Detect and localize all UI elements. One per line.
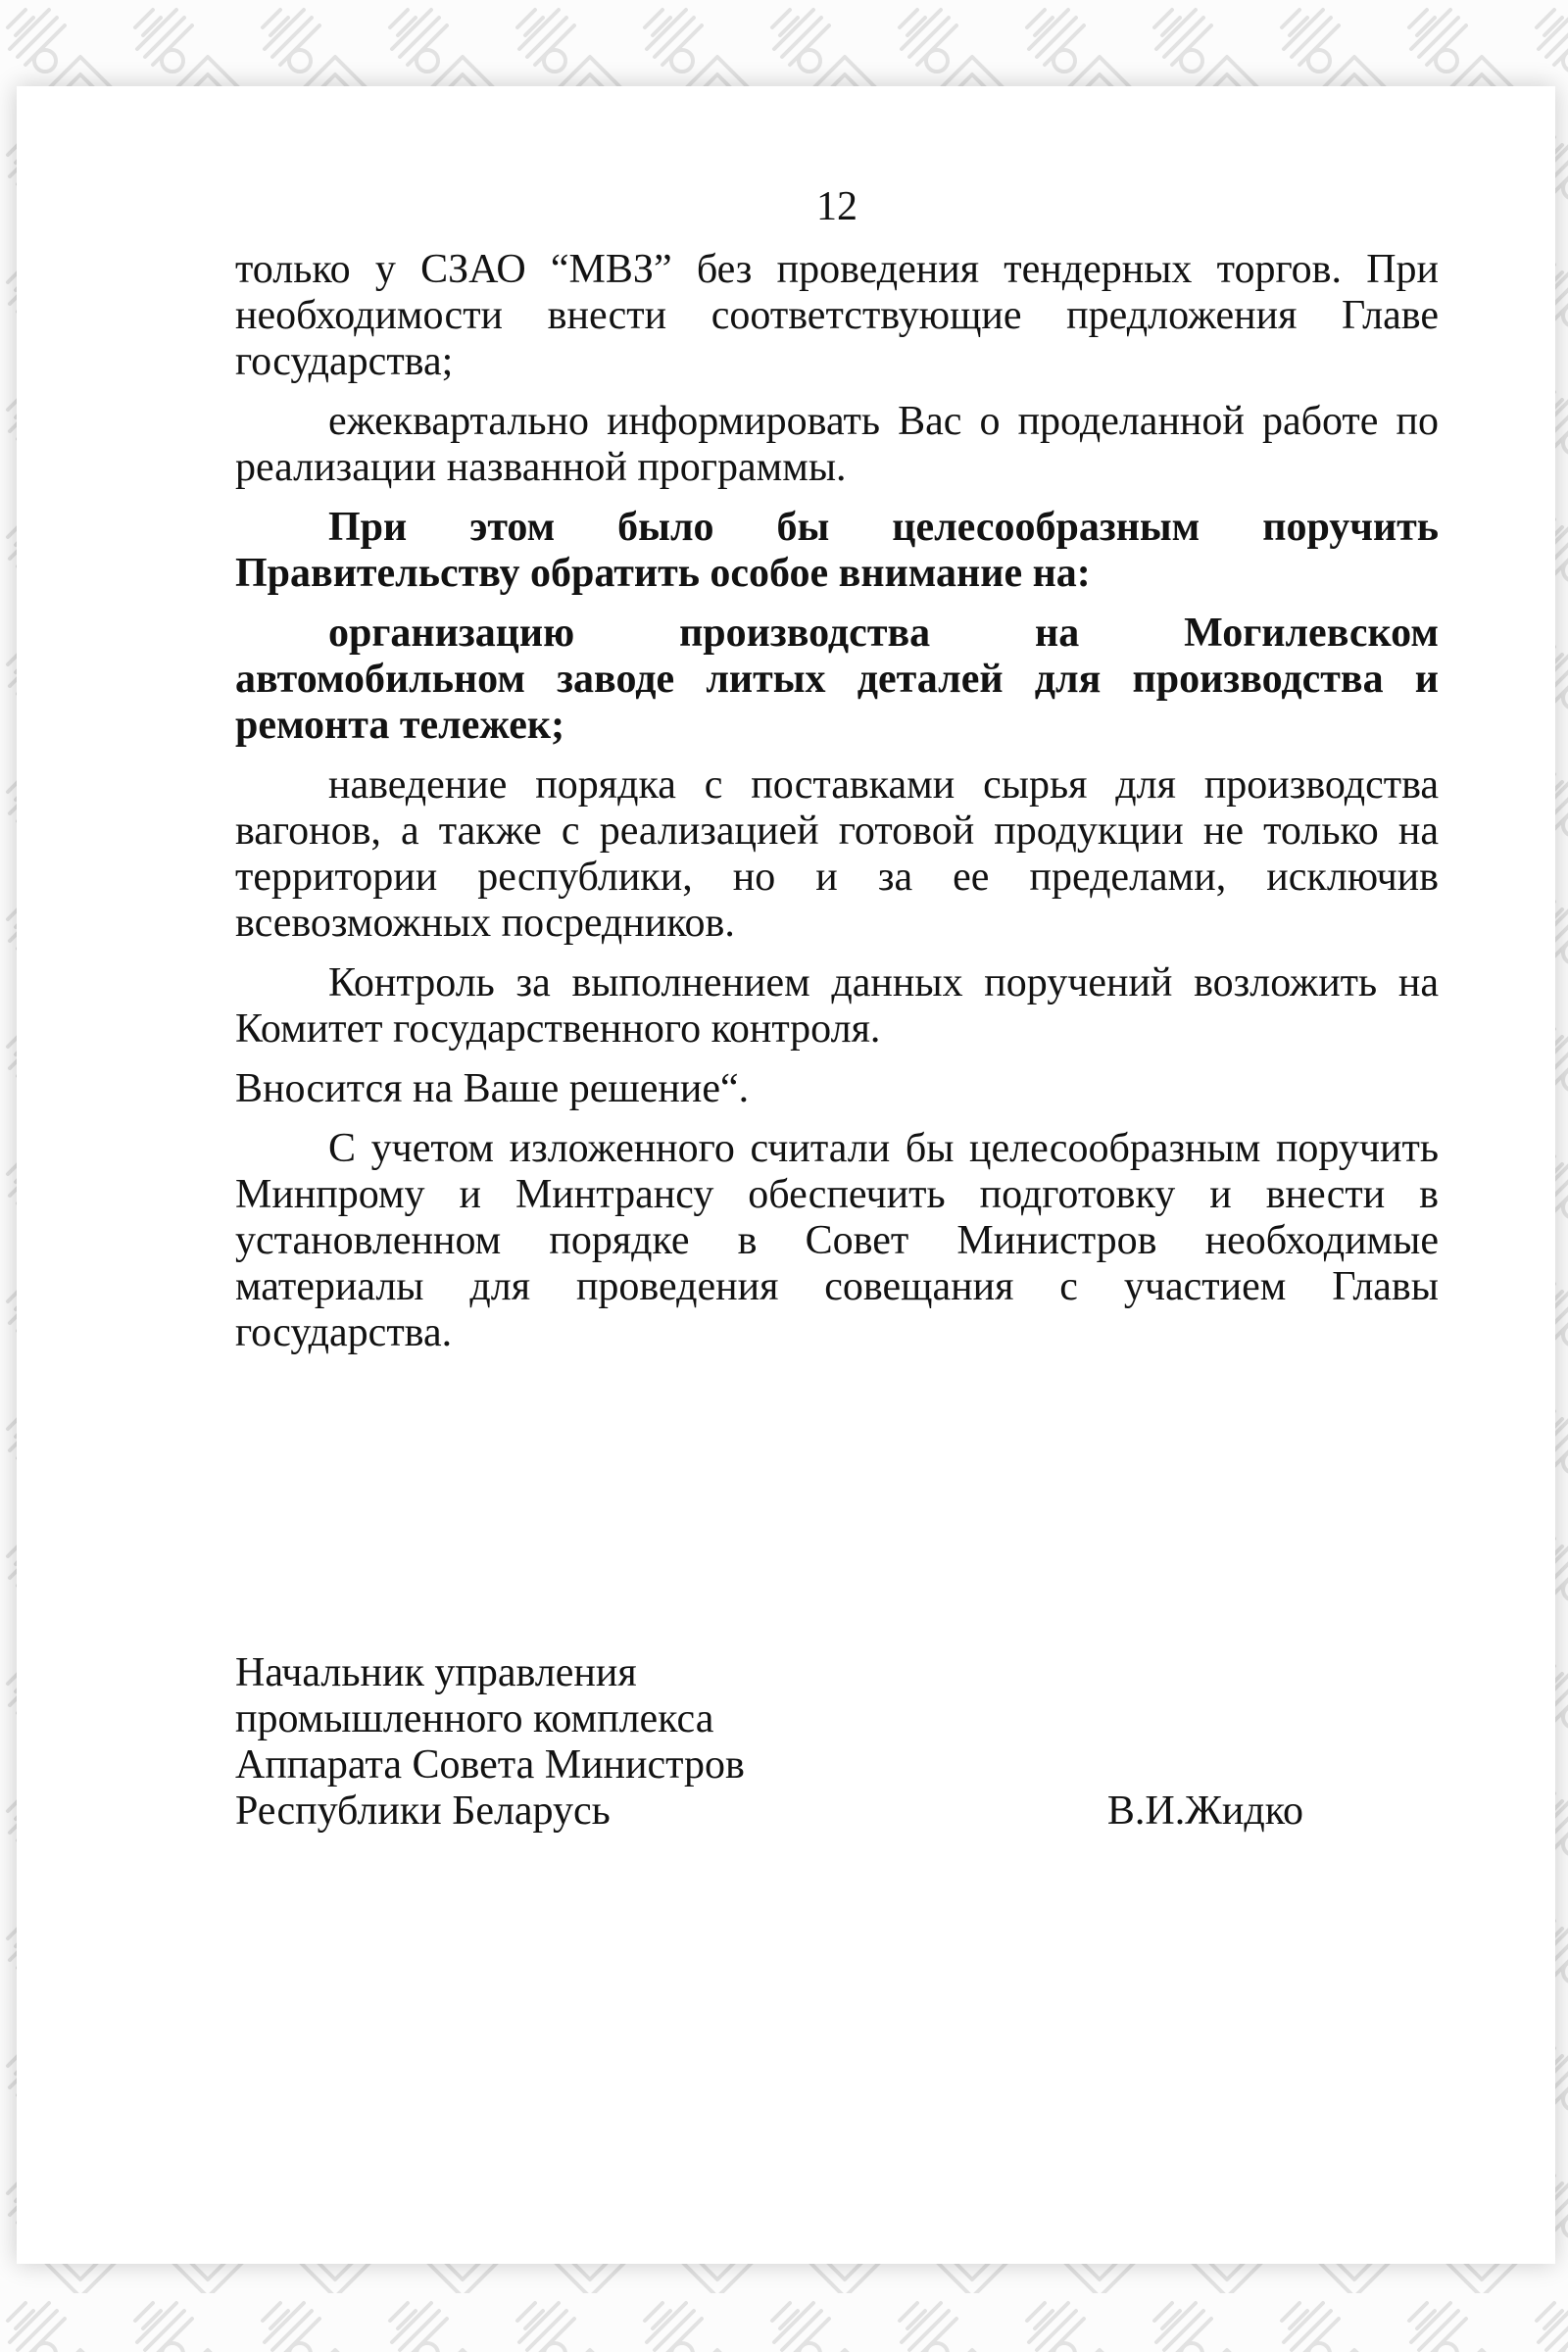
paragraph: наведение порядка с поставками сырья для производства вагонов, а также с реализацией готовой продукции не только на территории республики, но и за ее пределами, исключив всевозможных посредников. — [235, 762, 1439, 946]
signature-line: промышленного комплекса — [235, 1696, 714, 1741]
paragraph: только у СЗАО “МВЗ” без проведения тендерных торгов. При необходимости внести соответствующие предложения Главе государства; — [235, 247, 1439, 384]
document-body — [235, 247, 1439, 1356]
paragraph: С учетом изложенного считали бы целесообразным поручить Минпрому и Минтрансу обеспечить подготовку и внести в установленном порядке в Совет Министров необходимые материалы для проведения совещания с участием Главы государства. — [235, 1126, 1439, 1355]
signature-line: Аппарата Совета Министров — [235, 1742, 745, 1788]
signature-block — [235, 1650, 1439, 1835]
paragraph: Контроль за выполнением данных поручений возложить на Комитет государственного контроля. — [235, 960, 1439, 1052]
page-number: 12 — [816, 184, 858, 229]
signature-line — [235, 1788, 1439, 1835]
signature-name: В.И.Жидко — [1106, 1788, 1303, 1834]
signature-line-text: Республики Беларусь — [235, 1788, 611, 1834]
paragraph: ежеквартально информировать Вас о проделанной работе по реализации названной программы. — [235, 399, 1439, 490]
paragraph: Вносится на Ваше решение“. — [235, 1066, 750, 1111]
document-page — [17, 86, 1555, 2264]
paragraph: При этом было бы целесообразным поручить Правительству обратить особое внимание на: — [235, 505, 1439, 596]
signature-line: Начальник управления — [235, 1650, 637, 1695]
paragraph: организацию производства на Могилевском автомобильном заводе литых деталей для производства и ремонта тележек; — [235, 611, 1439, 748]
